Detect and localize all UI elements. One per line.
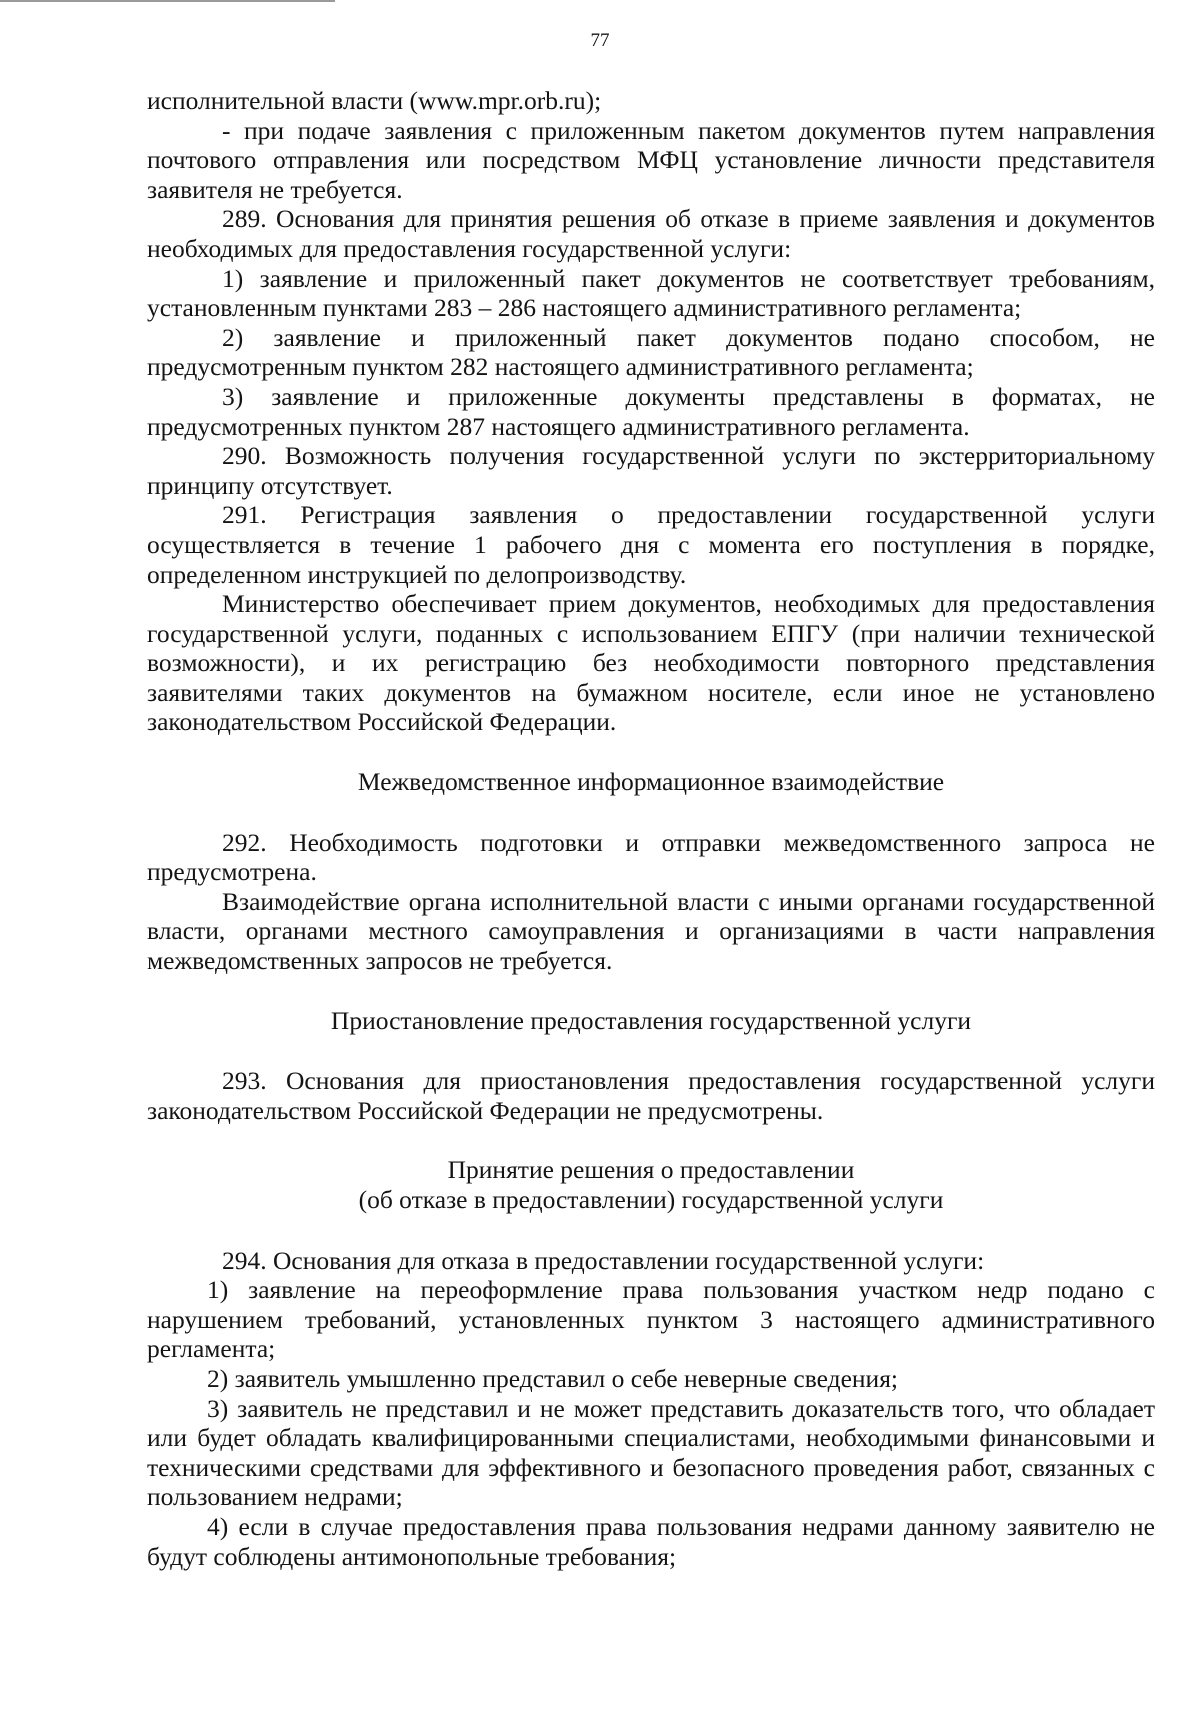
paragraph: Министерство обеспечивает прием документов, необходимых для предоставления государственной услуги, поданных с использованием ЕПГУ (при наличии технической возможности), и их регистрацию без необходимости повторного представления заявителями таких документов на бумажном носителе, если иное не установлено законодательством Российской Федерации. [147, 589, 1155, 737]
paragraph-290: 290. Возможность получения государственной услуги по экстерриториальному принципу отсутствует. [147, 441, 1155, 500]
paragraph: - при подаче заявления с приложенным пакетом документов путем направления почтового отправления или посредством МФЦ установление личности представителя заявителя не требуется. [147, 115, 1155, 204]
heading-line: Принятие решения о предоставлении [447, 1155, 855, 1185]
list-item: 2) заявление и приложенный пакет документов подано способом, не предусмотренным пунктом 282 настоящего административного регламента; [147, 322, 1155, 382]
paragraph-289: 289. Основания для принятия решения об отказе в приеме заявления и документов необходимых для предоставления государственной услуги: [147, 204, 1155, 263]
page-number: 77 [590, 30, 610, 51]
paragraph-291: 291. Регистрация заявления о предоставлении государственной услуги осуществляется в течение 1 рабочего дня с момента его поступления в порядке, определенном инструкцией по делопроизводству. [147, 500, 1155, 589]
list-item: 1) заявление на переоформление права пользования участком недр подано с нарушением требований, установленных пунктом 3 настоящего административного регламента; [147, 1275, 1155, 1364]
paragraph: Взаимодействие органа исполнительной власти с иными органами государственной власти, органами местного самоуправления и организациями в части направления межведомственных запросов не требуется. [147, 886, 1155, 976]
heading-line: (об отказе в предоставлении) государственной услуги [358, 1185, 944, 1214]
section-heading-decision [147, 1155, 1155, 1214]
paragraph: исполнительной власти (www.mpr.orb.ru); [147, 86, 602, 115]
list-item: 2) заявитель умышленно представил о себе неверные сведения; [207, 1363, 899, 1393]
paragraph-294: 294. Основания для отказа в предоставлении государственной услуги: [222, 1245, 985, 1275]
list-item: 1) заявление и приложенный пакет документов не соответствует требованиям, установленным пунктами 283 – 286 настоящего административного регламента; [147, 263, 1155, 323]
list-item: 3) заявление и приложенные документы представлены в форматах, не предусмотренных пунктом 287 настоящего административного регламента. [147, 381, 1155, 441]
heading-line: Приостановление предоставления государственной услуги [330, 1005, 972, 1035]
heading-line: Межведомственное информационное взаимодействие [357, 767, 945, 797]
document-body [147, 86, 1155, 1571]
section-heading-interagency [147, 767, 1155, 797]
scan-edge-line [0, 0, 335, 2]
paragraph-293: 293. Основания для приостановления предоставления государственной услуги законодательством Российской Федерации не предусмотрены. [147, 1066, 1155, 1125]
paragraph-292: 292. Необходимость подготовки и отправки межведомственного запроса не предусмотрена. [147, 827, 1155, 887]
list-item: 4) если в случае предоставления права пользования недрами данному заявителю не будут соблюдены антимонопольные требования; [147, 1511, 1155, 1571]
section-heading-suspension [147, 1006, 1155, 1036]
list-item: 3) заявитель не представил и не может представить доказательств того, что обладает или будет обладать квалифицированными специалистами, необходимыми финансовыми и техническими средствами для эффективного и безопасного проведения работ, связанных с пользованием недрами; [147, 1393, 1155, 1512]
